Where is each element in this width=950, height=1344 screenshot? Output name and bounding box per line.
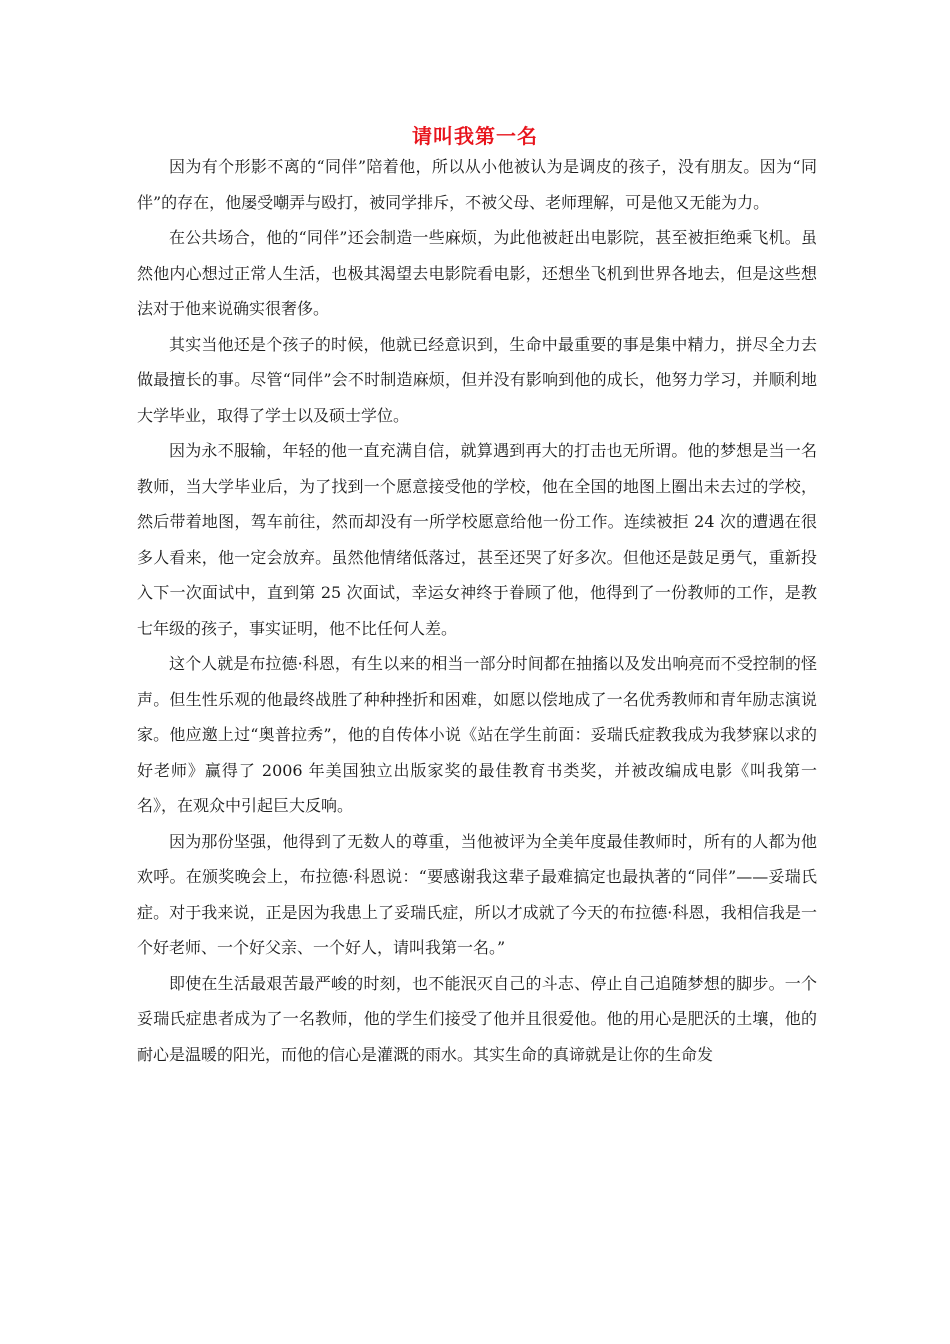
paragraph: 因为那份坚强，他得到了无数人的尊重，当他被评为全美年度最佳教师时，所有的人都为他欢呼。在颁奖晚会上，布拉德·科恩说：“要感谢我这辈子最难搞定也最执著的“同伴”——妥瑞氏症。对于我来说，正是因为我患上了妥瑞氏症，所以才成就了今天的布拉德·科恩，我相信我是一个好老师、一个好父亲、一个好人，请叫我第一名。”: [137, 831, 817, 957]
paragraph: 其实当他还是个孩子的时候，他就已经意识到，生命中最重要的事是集中精力，拼尽全力去做最擅长的事。尽管“同伴”会不时制造麻烦，但并没有影响到他的成长，他努力学习，并顺利地大学毕业，取得了学士以及硕士学位。: [137, 334, 817, 425]
paragraph: 因为有个形影不离的“同伴”陪着他，所以从小他被认为是调皮的孩子，没有朋友。因为“同伴”的存在，他屡受嘲弄与殴打，被同学排斥，不被父母、老师理解，可是他又无能为力。: [137, 157, 817, 212]
document-body: [137, 149, 817, 1072]
paragraph: 这个人就是布拉德·科恩，有生以来的相当一部分时间都在抽搐以及发出响亮而不受控制的怪声。但生性乐观的他最终战胜了种种挫折和困难，如愿以偿地成了一名优秀教师和青年励志演说家。他应邀上过“奥普拉秀”，他的自传体小说《站在学生前面：妥瑞氏症教我成为我梦寐以求的好老师》赢得了 2006 年美国独立出版家奖的最佳教育书类奖，并被改编成电影《叫我第一名》，在观众中引起巨大反响。: [137, 654, 817, 815]
paragraph: 即使在生活最艰苦最严峻的时刻，也不能泯灭自己的斗志、停止自己追随梦想的脚步。一个妥瑞氏症患者成为了一名教师，他的学生们接受了他并且很爱他。他的用心是肥沃的土壤，他的耐心是温暖的阳光，而他的信心是灌溉的雨水。其实生命的真谛就是让你的生命发: [137, 973, 817, 1064]
paragraph: 在公共场合，他的“同伴”还会制造一些麻烦，为此他被赶出电影院，甚至被拒绝乘飞机。虽然他内心想过正常人生活，也极其渴望去电影院看电影，还想坐飞机到世界各地去，但是这些想法对于他来说确实很奢侈。: [137, 228, 817, 318]
paragraph: 因为永不服输，年轻的他一直充满自信，就算遇到再大的打击也无所谓。他的梦想是当一名教师，当大学毕业后，为了找到一个愿意接受他的学校，他在全国的地图上圈出未去过的学校，然后带着地图，驾车前往，然而却没有一所学校愿意给他一份工作。连续被拒 24 次的遭遇在很多人看来，他一定会放弃。虽然他情绪低落过，甚至还哭了好多次。但他还是鼓足勇气，重新投入下一次面试中，直到第 25 次面试，幸运女神终于眷顾了他，他得到了一份教师的工作，是教七年级的孩子，事实证明，他不比任何人差。: [137, 441, 817, 638]
document-title: 请叫我第一名: [412, 124, 538, 148]
